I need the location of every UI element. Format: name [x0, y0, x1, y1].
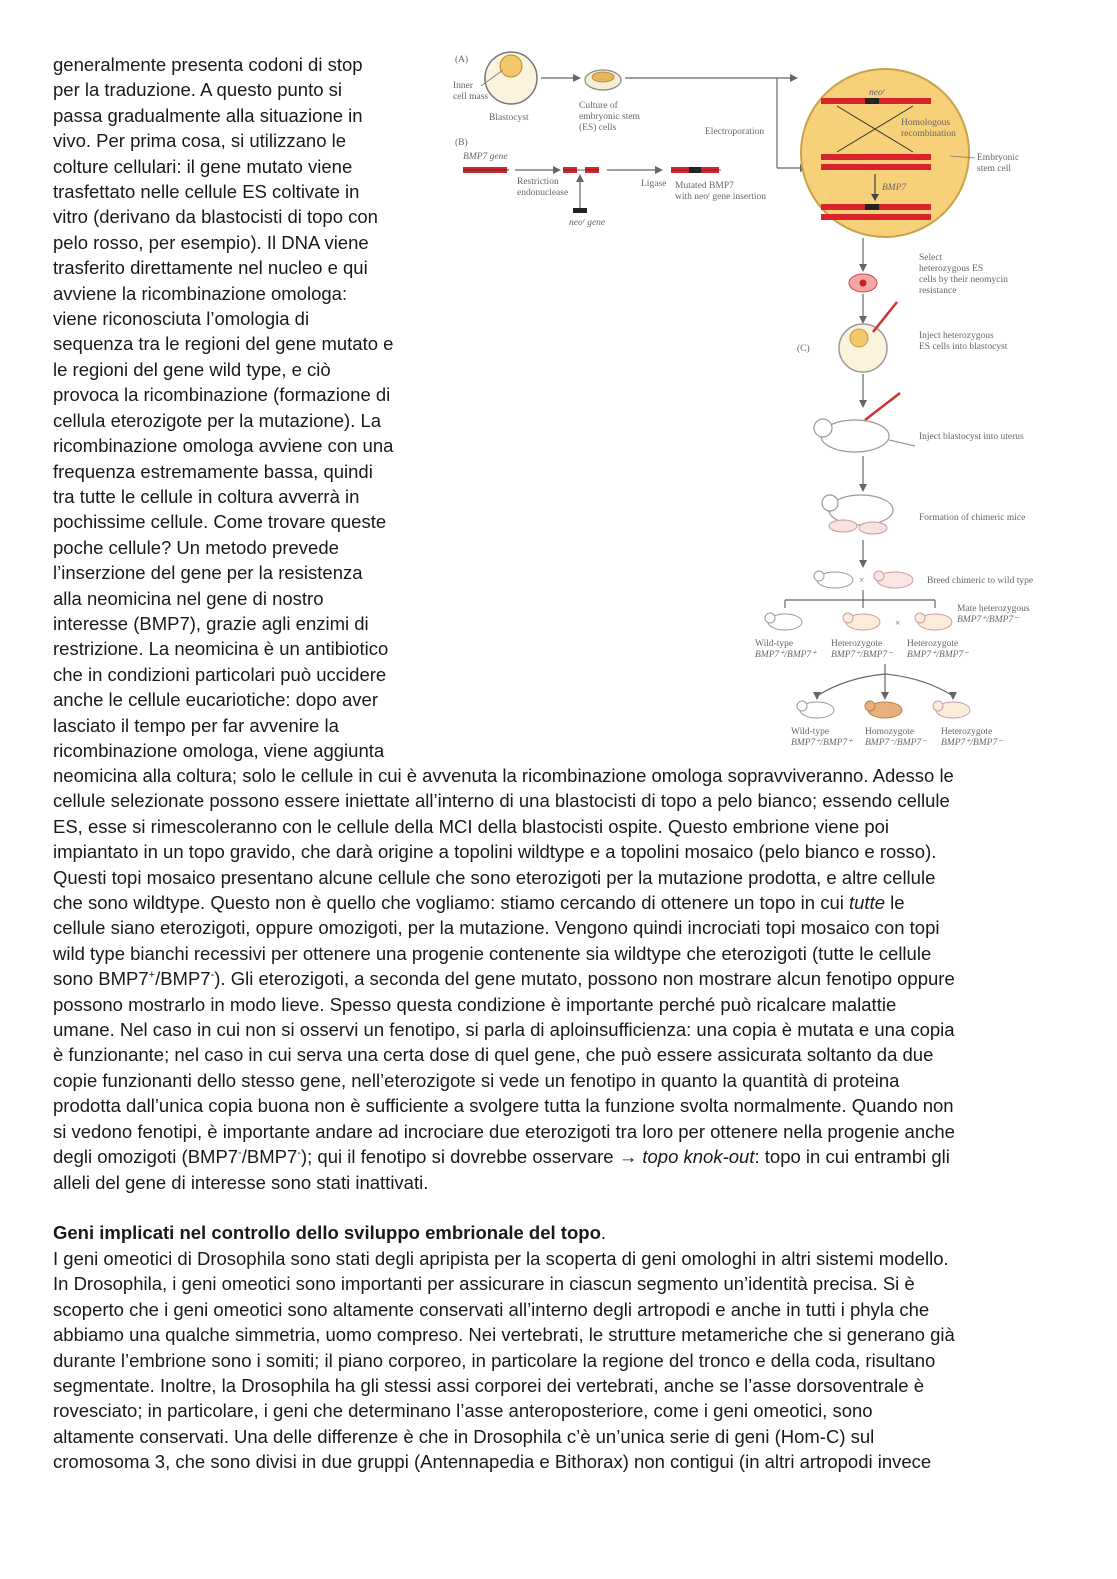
text-line: prodotta dall’unica copia buona non è sufficiente a svolgere tutta la funzione svolta normalmente. Quando non	[53, 1095, 954, 1117]
culture-label-1: Culture of	[579, 101, 618, 111]
figure-label-c: (C)	[797, 344, 810, 354]
heterozygote-label-2: BMP7⁺/BMP7⁻	[831, 650, 893, 660]
chromosome-bar-4	[821, 214, 931, 220]
cross-symbol-2: ×	[895, 619, 901, 629]
embryonic-stem-cell-icon	[801, 69, 969, 237]
heterozygote-f2-label-2: BMP7⁺/BMP7⁻	[941, 738, 1003, 748]
text-line: lasciato il tempo per far avvenire la	[53, 714, 339, 736]
text-line: ricombinazione omologa, viene aggiunta	[53, 739, 385, 761]
heterozygote2-label-1: Heterozygote	[907, 639, 959, 649]
restriction-label-1: Restriction	[517, 177, 559, 187]
text-line: trasfettato nelle cellule ES coltivate in	[53, 181, 360, 203]
arrow-right-icon: →	[618, 1146, 638, 1168]
text-line: trasferito direttamente nel nucleo e qui	[53, 257, 368, 279]
blastocyst-label: Blastocyst	[489, 113, 529, 123]
embryonic-label-2: stem cell	[977, 164, 1012, 174]
continuation-paragraph	[53, 763, 1058, 1195]
text-line: degli omozigoti (BMP7-/BMP7-); qui il fenotipo si dovrebbe osservare → topo knok-out: topo in cui entrambi gli	[53, 1146, 950, 1168]
text-line: rovesciato; in particolare, i geni che determinano l’asse anteroposteriore, come i geni omeotici, sono	[53, 1400, 873, 1422]
text-line: generalmente presenta codoni di stop	[53, 54, 363, 75]
heterozygote-f2-label-1: Heterozygote	[941, 727, 993, 737]
inner-cell-mass-label-2: cell mass	[453, 92, 489, 102]
homozygote-label-2: BMP7⁻/BMP7⁻	[865, 738, 927, 748]
f1-mice-icon	[765, 613, 952, 630]
text-line: vitro (derivano da blastocisti di topo con	[53, 206, 378, 228]
text-line: restrizione. La neomicina è un antibiotico	[53, 638, 389, 660]
text-line: si vedono fenotipi, è importante andare ad incrociare due eterozigoti tra loro per ottenere nella progenie anche	[53, 1120, 955, 1142]
wild-type-f2-label-2: BMP7⁺/BMP7⁺	[791, 738, 853, 748]
text-line: le regioni del gene wild type, e ciò	[53, 358, 331, 380]
knockout-figure	[445, 48, 1065, 748]
text-line: cromosoma 3, che sono divisi in due gruppi (Antennapedia e Bithorax) non contigui (in altri artropodi invece	[53, 1451, 932, 1473]
text-line: per la traduzione. A questo punto si	[53, 79, 343, 101]
text-line: umane. Nel caso in cui non si osservi un fenotipo, si parla di aploinsufficienza: una copia è mutata e una copia	[53, 1019, 955, 1041]
wild-type-label-2: BMP7⁺/BMP7⁺	[755, 650, 817, 660]
select-label-4: resistance	[919, 286, 957, 296]
text-line: avviene la ricombinazione omologa:	[53, 282, 348, 304]
text-line: wild type bianchi recessivi per ottenere una progenie contenente sia wildtype che eterozigoti (tutte le cellule	[53, 942, 932, 964]
text-line: ricombinazione omologa avviene con una	[53, 435, 394, 457]
text-line: interesse (BMP7), grazie agli enzimi di	[53, 612, 369, 634]
restriction-label-2: endonuclease	[517, 188, 569, 198]
text-line: vivo. Per prima cosa, si utilizzano le	[53, 130, 347, 152]
text-line: neomicina alla coltura; solo le cellule in cui è avvenuta la ricombinazione omologa sopravviveranno. Adesso le	[53, 765, 954, 786]
cross-symbol-1: ×	[859, 576, 865, 586]
text-line: pochissime cellule. Come trovare queste	[53, 511, 387, 533]
chimeric-label: Formation of chimeric mice	[919, 513, 1026, 523]
mutated-label-1: Mutated BMP7	[675, 181, 734, 191]
text-line: possono mostrarlo in modo lieve. Spesso questa condizione è importante perché può ricalcare malattie	[53, 993, 897, 1015]
mate-label-2: BMP7⁺/BMP7⁻	[957, 615, 1019, 625]
figure-label-a: (A)	[455, 55, 469, 65]
culture-label-3: (ES) cells	[579, 123, 617, 133]
homozygote-label-1: Homozygote	[865, 727, 915, 737]
select-label-3: cells by their neomycin	[919, 275, 1008, 285]
ligase-label: Ligase	[641, 179, 667, 189]
text-line: cellula eterozigote per la mutazione). La	[53, 409, 382, 431]
text-line: viene riconosciuta l’omologia di	[53, 308, 310, 330]
wild-type-f2-label-1: Wild-type	[791, 727, 830, 737]
text-line: impiantato in un topo gravido, che darà origine a topolini wildtype e a topolini mosaico (pelo bianco e rosso).	[53, 841, 937, 863]
mutated-label-2: with neoʳ gene insertion	[675, 192, 766, 202]
text-line: alla neomicina nel gene di nostro	[53, 587, 324, 609]
inject-label-2: ES cells into blastocyst	[919, 342, 1008, 352]
heterozygote-label-1: Heterozygote	[831, 639, 883, 649]
homologous-label-2: recombination	[901, 129, 956, 139]
text-line: Questi topi mosaico presentano alcune cellule che sono eterozigoti per la mutazione prodotta, e altre cellule	[53, 866, 936, 888]
text-line: In Drosophila, i geni omeotici sono importanti per assicurare in ciascun segmento un’identità precisa. Si è	[53, 1273, 915, 1295]
text-line: colture cellulari: il gene mutato viene	[53, 155, 353, 177]
text-line: cellule selezionate possono essere iniettate all’interno di una blastocisti di topo a pelo bianco; essendo cellule	[53, 790, 950, 812]
text-line: alleli del gene di interesse sono stati inattivati.	[53, 1171, 429, 1193]
text-line: tra tutte le cellule in coltura avverrà in	[53, 485, 360, 507]
text-line: sono BMP7+/BMP7-). Gli eterozigoti, a seconda del gene mutato, possono non mostrare alcun fenotipo oppure	[53, 968, 955, 990]
text-line: scoperto che i geni omeotici sono altamente conservati all’interno degli artropodi e anche in tutti i phyla che	[53, 1298, 930, 1320]
injection-needle-icon	[873, 302, 897, 332]
mate-label-1: Mate heterozygous	[957, 604, 1030, 614]
text-line: abbiamo una qualche simmetria, uomo compreso. Nei vertebrati, le strutture metameriche che si generano già	[53, 1324, 955, 1346]
section-heading: Geni implicati nel controllo dello sviluppo embrionale del topo.	[53, 1222, 607, 1243]
text-line: cellule siano eterozigoti, oppure omozigoti, per la mutazione. Vengono quindi incrociati topi mosaico con topi	[53, 917, 940, 939]
text-line: durante l’embrione sono i somiti; il piano corporeo, in particolare la regione del tronco e della coda, risultano	[53, 1349, 936, 1371]
electroporation-label: Electroporation	[705, 127, 765, 137]
text-line: poche cellule? Un metodo prevede	[53, 536, 339, 558]
text-line: sequenza tra le regioni del gene mutato e	[53, 333, 394, 355]
neo-gene-label: neoʳ gene	[569, 218, 606, 228]
figure-label-b: (B)	[455, 138, 468, 148]
text-line: frequenza estremamente bassa, quindi	[53, 460, 373, 482]
bottom-paragraph	[53, 1246, 1058, 1475]
chromosome-bar-2	[821, 164, 931, 170]
inner-cell-mass-icon	[500, 55, 522, 77]
homologous-label-1: Homologous	[901, 118, 951, 128]
inject-uterus-label: Inject blastocyst into uterus	[919, 432, 1024, 442]
text-line: pelo rosso, per esempio). Il DNA viene	[53, 231, 369, 253]
text-line: che sono wildtype. Questo non è quello che vogliamo: stiamo cercando di ottenere un topo in cui tutte le	[53, 892, 905, 914]
wild-type-label-1: Wild-type	[755, 639, 794, 649]
text-line: altamente conservati. Una delle differenze è che in Drosophila c’è un’unica serie di geni (Hom-C) sul	[53, 1425, 875, 1447]
text-line: che in condizioni particolari può uccidere	[53, 663, 387, 685]
chimeric-mice-icon	[822, 495, 893, 534]
select-label-2: heterozygous ES	[919, 264, 984, 274]
select-label-1: Select	[919, 253, 943, 263]
bmp7-gene-label: BMP7 gene	[463, 152, 508, 162]
text-line: provoca la ricombinazione (formazione di	[53, 384, 391, 406]
chromosome-bar-1	[821, 154, 931, 160]
top-paragraph	[53, 52, 448, 763]
culture-label-2: embryonic stem	[579, 112, 640, 122]
text-line: passa gradualmente alla situazione in	[53, 104, 363, 126]
bmp7-inside-label: BMP7	[882, 183, 907, 193]
inner-cell-mass-label-1: Inner	[453, 81, 474, 91]
embryonic-label-1: Embryonic	[977, 153, 1020, 163]
heterozygote2-label-2: BMP7⁺/BMP7⁻	[907, 650, 969, 660]
f2-mice-icon	[797, 701, 970, 718]
text-line: ES, esse si rimescoleranno con le cellule della MCI della blastocisti ospite. Questo embrione viene poi	[53, 815, 890, 837]
text-line: anche le cellule eucariotiche: dopo aver	[53, 689, 378, 711]
text-line: copie funzionanti dello stesso gene, nell’eterozigote si vede un fenotipo in quanto la quantità di proteina	[53, 1069, 900, 1091]
text-line: l’inserzione del gene per la resistenza	[53, 562, 363, 584]
text-line: segmentate. Inoltre, la Drosophila ha gli stessi assi corporei dei vertebrati, anche se l’asse dorsoventrale è	[53, 1375, 924, 1397]
neo-label: neoʳ	[869, 88, 885, 98]
neo-gene-bar	[573, 208, 587, 213]
inject-label-1: Inject heterozygous	[919, 331, 994, 341]
text-line: I geni omeotici di Drosophila sono stati degli apripista per la scoperta di geni omologhi in altri sistemi modello.	[53, 1248, 949, 1269]
text-line: è funzionante; nel caso in cui serva una certa dose di quel gene, che può essere assicurata soltanto da due	[53, 1044, 934, 1066]
breed-label: Breed chimeric to wild type	[927, 576, 1034, 586]
